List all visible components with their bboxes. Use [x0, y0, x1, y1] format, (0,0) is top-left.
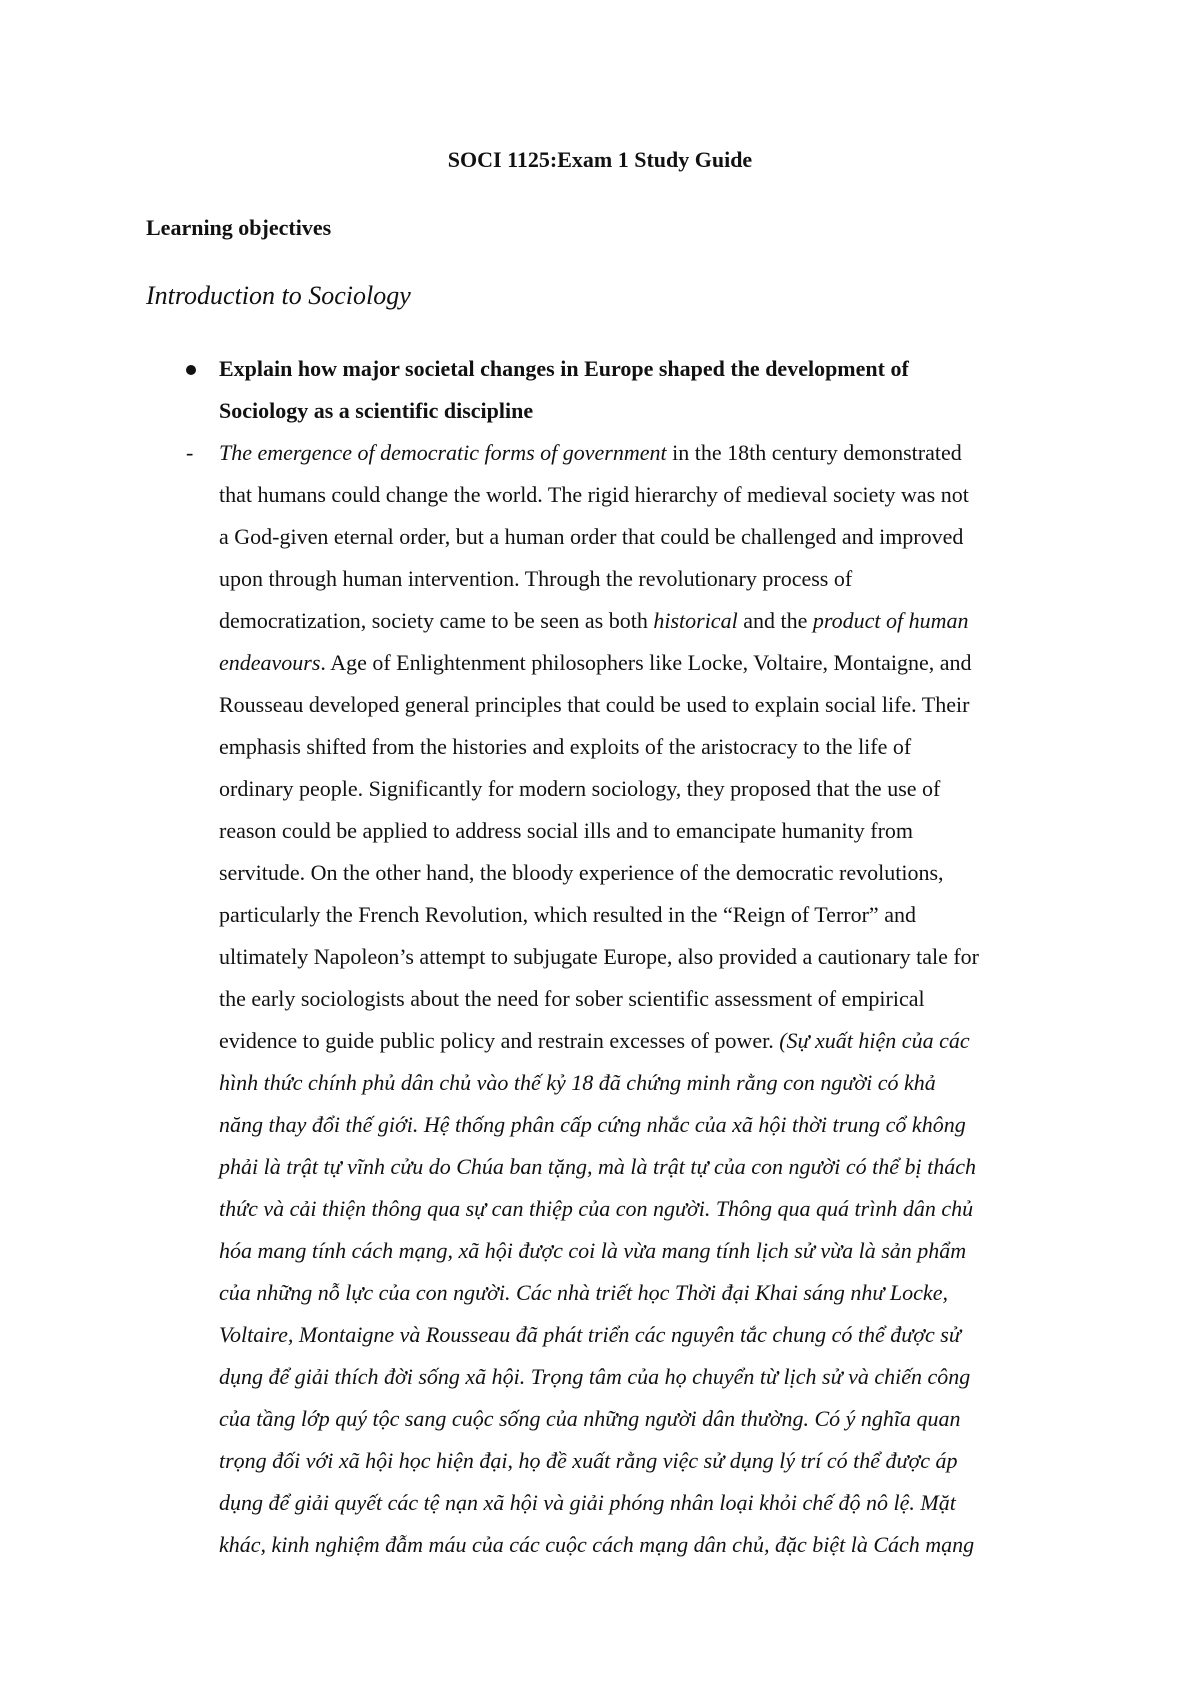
objective-line-1: Explain how major societal changes in Europe shaped the development of	[219, 356, 909, 381]
translation-line: khác, kinh nghiệm đẫm máu của các cuộc cách mạng dân chủ, đặc biệt là Cách mạng	[219, 1532, 975, 1557]
emphasis-text: historical	[653, 608, 738, 633]
bullet-icon	[186, 365, 196, 375]
translation-line: Voltaire, Montaigne và Rousseau đã phát triển các nguyên tắc chung có thể được sử	[219, 1322, 961, 1347]
paragraph-line: emphasis shifted from the histories and exploits of the aristocracy to the life of	[219, 734, 912, 759]
dash-marker: -	[186, 440, 194, 465]
paragraph-line	[219, 600, 1074, 642]
line-text: democratization, society came to be seen as both	[219, 608, 654, 633]
translation-line: hình thức chính phủ dân chủ vào thế kỷ 18 đã chứng minh rằng con người có khả	[219, 1070, 936, 1095]
learning-objective	[219, 348, 1069, 432]
paragraph-line: reason could be applied to address social ills and to emancipate humanity from	[219, 818, 914, 843]
paragraph-line	[219, 642, 1074, 684]
line-text: evidence to guide public policy and restrain excesses of power.	[219, 1028, 780, 1053]
line-text: in the 18th century demonstrated	[666, 440, 962, 465]
translation-line: trọng đối với xã hội học hiện đại, họ đề xuất rằng việc sử dụng lý trí có thể được áp	[219, 1448, 958, 1473]
emphasis-text: endeavours	[219, 650, 321, 675]
paragraph-line: ultimately Napoleon’s attempt to subjugate Europe, also provided a cautionary tale for	[219, 944, 979, 969]
paragraph-line: servitude. On the other hand, the bloody experience of the democratic revolutions,	[219, 860, 944, 885]
translation-line: của những nỗ lực của con người. Các nhà triết học Thời đại Khai sáng như Locke,	[219, 1280, 948, 1305]
emphasis-text: The emergence of democratic forms of government	[219, 440, 667, 465]
translation-text: (Sự xuất hiện của các	[779, 1028, 970, 1053]
paragraph-line: that humans could change the world. The rigid hierarchy of medieval society was not	[219, 482, 969, 507]
objective-line-2: Sociology as a scientific discipline	[219, 398, 534, 423]
emphasis-text: product of human	[812, 608, 969, 633]
paragraph-line: the early sociologists about the need for sober scientific assessment of empirical	[219, 986, 925, 1011]
document-title: SOCI 1125:Exam 1 Study Guide	[447, 147, 753, 172]
paragraph-line	[219, 1020, 1074, 1062]
translation-line: năng thay đổi thế giới. Hệ thống phân cấp cứng nhắc của xã hội thời trung cổ không	[219, 1112, 966, 1137]
translation-line: của tầng lớp quý tộc sang cuộc sống của những người dân thường. Có ý nghĩa quan	[219, 1406, 961, 1431]
translation-line: hóa mang tính cách mạng, xã hội được coi là vừa mang tính lịch sử vừa là sản phẩm	[219, 1238, 967, 1263]
paragraph-line: Rousseau developed general principles that could be used to explain social life. Their	[219, 692, 970, 717]
paragraph-line: a God-given eternal order, but a human order that could be challenged and improved	[219, 524, 964, 549]
translation-line: dụng để giải thích đời sống xã hội. Trọng tâm của họ chuyển từ lịch sử và chiến công	[219, 1364, 971, 1389]
line-text: and the	[737, 608, 813, 633]
translation-line: dụng để giải quyết các tệ nạn xã hội và giải phóng nhân loại khỏi chế độ nô lệ. Mặt	[219, 1490, 956, 1515]
paragraph-line	[219, 432, 1074, 474]
paragraph-line: particularly the French Revolution, which resulted in the “Reign of Terror” and	[219, 902, 916, 927]
translation-line: thức và cải thiện thông qua sự can thiệp của con người. Thông qua quá trình dân chủ	[219, 1196, 974, 1221]
subsection-heading: Introduction to Sociology	[146, 281, 411, 310]
explanation-paragraph	[219, 432, 1074, 1566]
paragraph-line: ordinary people. Significantly for modern sociology, they proposed that the use of	[219, 776, 941, 801]
line-text: . Age of Enlightenment philosophers like Locke, Voltaire, Montaigne, and	[320, 650, 972, 675]
section-heading: Learning objectives	[146, 215, 332, 240]
paragraph-line: upon through human intervention. Through the revolutionary process of	[219, 566, 853, 591]
translation-line: phải là trật tự vĩnh cửu do Chúa ban tặng, mà là trật tự của con người có thể bị thách	[219, 1154, 976, 1179]
